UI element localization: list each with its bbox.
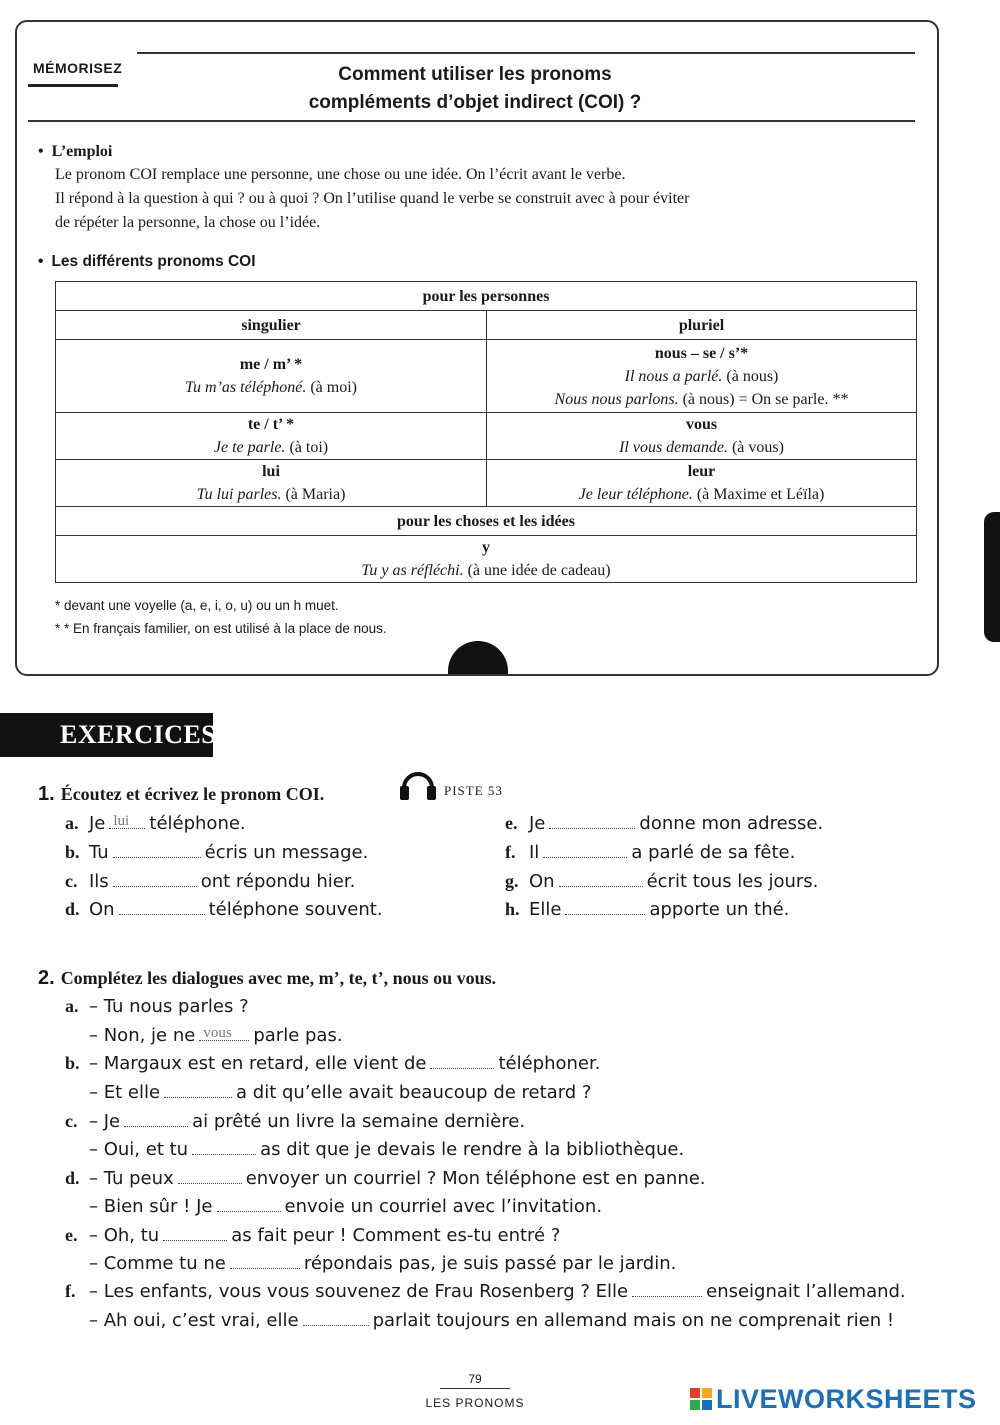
ex1-item-b: b. Tu écris un message.	[65, 842, 369, 863]
table-cell-lui: lui Tu lui parles. (à Maria)	[56, 460, 487, 507]
singular-header: singulier	[56, 311, 487, 340]
ex1-item-d: d. On téléphone souvent.	[65, 899, 383, 920]
table-cell-nous: nous – se / s’* Il nous a parlé. (à nous) Nous nous parlons. (à nous) = On se parle. **	[487, 340, 917, 413]
ex1-blank-d[interactable]	[119, 900, 205, 915]
exercise-1-title: 1. Écoutez et écrivez le pronom COI.	[38, 783, 325, 805]
plural-header: pluriel	[487, 311, 917, 340]
ex1-item-e: e. Je donne mon adresse.	[505, 813, 824, 834]
ex2-blank-e2[interactable]	[230, 1254, 300, 1269]
ex1-item-f: f. Il a parlé de sa fête.	[505, 842, 796, 863]
logo-text: LIVEWORKSHEETS	[716, 1383, 977, 1414]
memorisez-tag: MÉMORISEZ	[33, 60, 123, 76]
ex2-line-b2: – Et elle a dit qu’elle avait beaucoup de retard ?	[89, 1082, 592, 1103]
coi-table	[55, 281, 917, 583]
exercices-banner: EXERCICES	[0, 713, 213, 757]
memorisez-title-line1: Comment utiliser les pronoms	[338, 64, 612, 85]
table-cell-y: y Tu y as réfléchi. (à une idée de cadeau)	[56, 536, 917, 583]
emploi-line-3: de répéter la personne, la chose ou l’idée.	[55, 214, 321, 231]
persons-header: pour les personnes	[56, 282, 917, 311]
ex2-line-c1: c. – Je ai prêté un livre la semaine dernière.	[65, 1111, 526, 1132]
ex2-blank-d2[interactable]	[217, 1197, 281, 1212]
pronoms-heading: • Les différents pronoms COI	[38, 253, 256, 270]
ex2-line-a1: a. – Tu nous parles ?	[65, 996, 249, 1017]
ex2-line-e2: – Comme tu ne répondais pas, je suis passé par le jardin.	[89, 1253, 677, 1274]
ex2-blank-f2[interactable]	[303, 1311, 369, 1326]
ex2-blank-d1[interactable]	[178, 1169, 242, 1184]
page-section: LES PRONOMS	[425, 1396, 525, 1410]
ex2-line-d1: d. – Tu peux envoyer un courriel ? Mon téléphone est en panne.	[65, 1168, 706, 1189]
footnote-2: * * En français familier, on est utilisé à la place de nous.	[55, 621, 387, 636]
ex1-item-h: h. Elle apporte un thé.	[505, 899, 790, 920]
side-thumb-tab	[984, 512, 1000, 642]
ex2-line-f2: – Ah oui, c’est vrai, elle parlait toujours en allemand mais on ne comprenait rien !	[89, 1310, 895, 1331]
ex2-blank-c1[interactable]	[124, 1112, 188, 1127]
ex2-blank-f1[interactable]	[632, 1282, 702, 1297]
ex2-line-e1: e. – Oh, tu as fait peur ! Comment es-tu entré ?	[65, 1225, 561, 1246]
ex1-blank-h[interactable]	[565, 900, 645, 915]
ex1-item-g: g. On écrit tous les jours.	[505, 871, 819, 892]
page-number: 79	[440, 1372, 510, 1389]
ex2-blank-a2[interactable]: vous	[199, 1026, 249, 1041]
emploi-line-2: Il répond à la question à qui ? ou à quoi ? On l’utilise quand le verbe se construit avec à pour éviter	[55, 190, 690, 207]
memorisez-title-line2: compléments d’objet indirect (COI) ?	[308, 92, 642, 113]
ex2-blank-b1[interactable]	[430, 1054, 494, 1069]
ex1-blank-g[interactable]	[559, 872, 643, 887]
ex1-item-a: a. Je lui téléphone.	[65, 813, 246, 834]
ex1-blank-e[interactable]	[549, 814, 635, 829]
title-bottom-rule	[28, 120, 915, 122]
ex2-line-c2: – Oui, et tu as dit que je devais le rendre à la bibliothèque.	[89, 1139, 685, 1160]
ex2-line-a2: – Non, je ne vous parle pas.	[89, 1025, 343, 1046]
things-header: pour les choses et les idées	[56, 507, 917, 536]
ex2-line-d2: – Bien sûr ! Je envoie un courriel avec l’invitation.	[89, 1196, 603, 1217]
logo-squares-icon	[690, 1388, 712, 1410]
emploi-heading: • L’emploi	[38, 143, 113, 160]
ex2-blank-e1[interactable]	[163, 1226, 227, 1241]
ex1-blank-f[interactable]	[543, 843, 627, 858]
ex1-blank-b[interactable]	[113, 843, 201, 858]
ex2-blank-c2[interactable]	[192, 1140, 256, 1155]
ex2-blank-b2[interactable]	[164, 1083, 232, 1098]
footnote-1: * devant une voyelle (a, e, i, o, u) ou un h muet.	[55, 598, 339, 613]
headphones-icon	[398, 766, 438, 802]
piste-label: PISTE 53	[444, 783, 503, 798]
ex1-blank-c[interactable]	[113, 872, 197, 887]
ex1-item-c: c. Ils ont répondu hier.	[65, 871, 356, 892]
exercise-2-title: 2. Complétez les dialogues avec me, m’, te, t’, nous ou vous.	[38, 967, 497, 989]
title-top-rule	[137, 52, 915, 54]
ex1-blank-a[interactable]: lui	[109, 814, 145, 829]
table-cell-me: me / m’ * Tu m’as téléphoné. (à moi)	[56, 340, 487, 413]
memorisez-underline	[28, 84, 118, 87]
table-cell-te: te / t’ * Je te parle. (à toi)	[56, 413, 487, 460]
ex2-line-f1: f. – Les enfants, vous vous souvenez de Frau Rosenberg ? Elle enseignait l’allemand.	[65, 1281, 906, 1302]
table-cell-leur: leur Je leur téléphone. (à Maxime et Léïla)	[487, 460, 917, 507]
table-cell-vous: vous Il vous demande. (à vous)	[487, 413, 917, 460]
liveworksheets-logo[interactable]	[690, 1384, 977, 1414]
emploi-line-1: Le pronom COI remplace une personne, une chose ou une idée. On l’écrit avant le verbe.	[55, 166, 626, 183]
ex2-line-b1: b. – Margaux est en retard, elle vient de téléphoner.	[65, 1053, 601, 1074]
